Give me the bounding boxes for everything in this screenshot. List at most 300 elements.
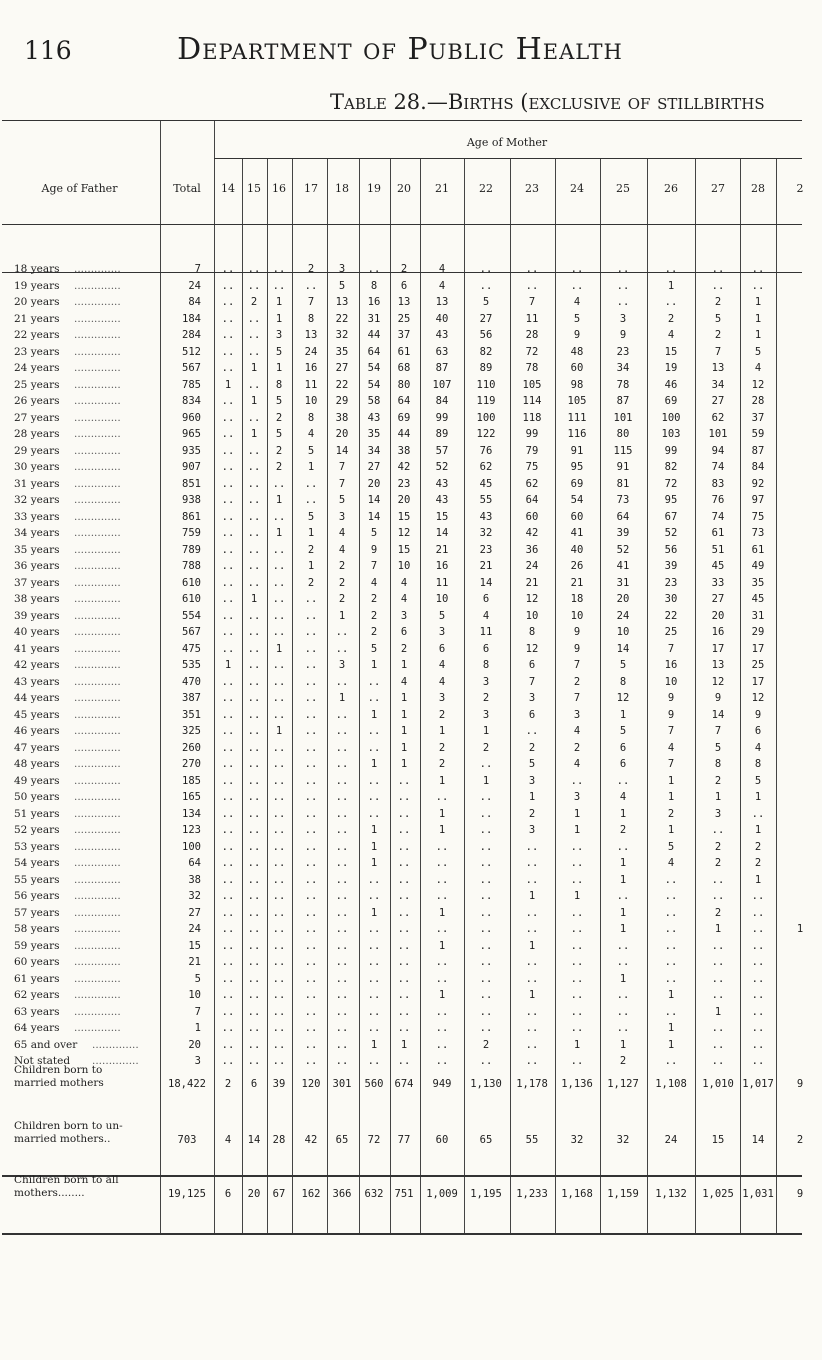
row-total: 960 bbox=[182, 411, 201, 424]
table-cell: 41 bbox=[616, 560, 630, 572]
table-cell: 2 bbox=[528, 807, 536, 820]
table-cell: .. bbox=[272, 791, 286, 803]
summary-cell: 632 bbox=[364, 1188, 384, 1200]
leader-dots: .............. bbox=[74, 576, 121, 589]
table-cell: .. bbox=[435, 1022, 449, 1034]
summary-cell: 1,136 bbox=[561, 1078, 593, 1090]
table-cell: 6 bbox=[400, 279, 408, 292]
table-cell: 49 bbox=[751, 560, 765, 572]
table-cell: 31 bbox=[367, 312, 381, 325]
summary-cell: 1,132 bbox=[655, 1188, 687, 1200]
table-cell: .. bbox=[525, 263, 539, 275]
table-cell: 1 bbox=[528, 890, 536, 902]
summary-cell: 1,233 bbox=[516, 1188, 548, 1200]
table-cell: 3 bbox=[338, 510, 346, 523]
table-cell: .. bbox=[272, 890, 286, 902]
table-cell: 24 bbox=[525, 560, 539, 572]
table-cell: .. bbox=[304, 923, 318, 935]
table-cell: .. bbox=[304, 279, 318, 292]
mother-age-header: 27 bbox=[711, 182, 725, 195]
table-cell: .. bbox=[570, 774, 584, 787]
column-rule bbox=[647, 158, 648, 1235]
table-cell: .. bbox=[272, 543, 286, 556]
row-total: 134 bbox=[182, 807, 201, 820]
row-total: 10 bbox=[188, 989, 201, 1001]
table-cell: .. bbox=[751, 989, 765, 1001]
table-cell: 64 bbox=[525, 494, 539, 506]
table-cell: 1 bbox=[528, 791, 536, 803]
table-cell: 32 bbox=[335, 329, 349, 341]
summary-cell: 751 bbox=[394, 1188, 414, 1200]
leader-dots: .............. bbox=[74, 824, 121, 836]
row-total: 907 bbox=[182, 461, 201, 473]
table-cell: 95 bbox=[664, 494, 678, 506]
table-cell: 24 bbox=[616, 609, 630, 622]
table-cell: 3 bbox=[438, 692, 446, 704]
table-cell: .. bbox=[435, 890, 449, 902]
table-cell: 4 bbox=[338, 527, 346, 539]
table-cell: .. bbox=[435, 873, 449, 886]
table-cell: 21 bbox=[479, 560, 493, 572]
table-cell: 15 bbox=[397, 543, 411, 556]
summary-cell: 120 bbox=[301, 1078, 321, 1090]
table-cell: 76 bbox=[479, 444, 493, 457]
row-label: 33 years bbox=[14, 510, 60, 523]
row-total: 20 bbox=[188, 1038, 201, 1051]
table-cell: 4 bbox=[619, 791, 627, 803]
table-cell: 15 bbox=[397, 510, 411, 523]
table-cell: 3 bbox=[338, 659, 346, 671]
table-cell: 34 bbox=[367, 444, 381, 457]
table-cell: .. bbox=[247, 279, 261, 292]
table-cell: 4 bbox=[400, 576, 408, 589]
table-cell: 9 bbox=[754, 708, 762, 721]
table-cell: .. bbox=[247, 1038, 261, 1051]
table-cell: 5 bbox=[714, 312, 722, 325]
table-cell: .. bbox=[367, 890, 381, 902]
table-cell: 2 bbox=[667, 312, 675, 325]
table-cell: 13 bbox=[435, 296, 449, 308]
table-cell: .. bbox=[247, 659, 261, 671]
leader-dots: .............. bbox=[74, 939, 121, 952]
leader-dots: .............. bbox=[74, 890, 121, 902]
table-cell: .. bbox=[435, 857, 449, 869]
table-cell: 107 bbox=[432, 378, 452, 391]
table-cell: 1 bbox=[370, 758, 378, 770]
leader-dots: .............. bbox=[74, 543, 121, 556]
table-cell: .. bbox=[751, 1022, 765, 1034]
table-cell: .. bbox=[479, 279, 493, 292]
table-cell: 81 bbox=[616, 477, 630, 490]
row-label: 53 years bbox=[14, 840, 60, 853]
table-cell: 91 bbox=[616, 461, 630, 473]
table-cell: .. bbox=[711, 939, 725, 952]
table-cell: 24 bbox=[304, 345, 318, 358]
table-cell: .. bbox=[616, 890, 630, 902]
row-label: 57 years bbox=[14, 906, 60, 919]
table-cell: .. bbox=[247, 510, 261, 523]
table-cell: .. bbox=[435, 972, 449, 985]
table-cell: 14 bbox=[616, 642, 630, 655]
table-cell: .. bbox=[479, 972, 493, 985]
table-cell: 1 bbox=[619, 1038, 627, 1051]
table-cell: .. bbox=[304, 824, 318, 836]
table-cell: 12 bbox=[751, 692, 765, 704]
summary-cell: 1,195 bbox=[470, 1188, 502, 1200]
table-cell: .. bbox=[304, 725, 318, 737]
row-label: 42 years bbox=[14, 659, 60, 671]
row-total: 470 bbox=[182, 675, 201, 688]
table-cell: 1 bbox=[338, 692, 346, 704]
table-cell: 7 bbox=[667, 725, 675, 737]
table-cell: .. bbox=[272, 279, 286, 292]
summary-cell: 4 bbox=[224, 1134, 232, 1146]
mother-age-header: 15 bbox=[247, 182, 261, 195]
summary-cell: 14 bbox=[751, 1134, 765, 1146]
row-total: 185 bbox=[182, 774, 201, 787]
table-cell: .. bbox=[221, 263, 235, 275]
table-cell: 27 bbox=[335, 362, 349, 374]
table-cell: .. bbox=[570, 263, 584, 275]
table-cell: .. bbox=[304, 593, 318, 605]
table-cell: .. bbox=[367, 1005, 381, 1018]
table-cell: 43 bbox=[435, 494, 449, 506]
leader-dots: .............. bbox=[92, 1038, 139, 1051]
mother-age-header: 25 bbox=[616, 182, 630, 195]
leader-dots: .............. bbox=[74, 428, 121, 440]
table-cell: 84 bbox=[435, 395, 449, 407]
table-cell: 78 bbox=[616, 378, 630, 391]
table-cell: 2 bbox=[438, 741, 446, 754]
summary-total: 703 bbox=[177, 1134, 197, 1146]
table-cell: .. bbox=[247, 807, 261, 820]
table-cell: 99 bbox=[664, 444, 678, 457]
table-cell: 74 bbox=[711, 510, 725, 523]
table-cell: .. bbox=[272, 1038, 286, 1051]
table-cell: 62 bbox=[479, 461, 493, 473]
table-cell: .. bbox=[304, 939, 318, 952]
row-total: 24 bbox=[188, 279, 201, 292]
table-cell: 1 bbox=[275, 362, 283, 374]
table-cell: 8 bbox=[528, 626, 536, 638]
table-cell: .. bbox=[247, 263, 261, 275]
table-cell: 27 bbox=[711, 395, 725, 407]
row-total: 270 bbox=[182, 758, 201, 770]
table-cell: 10 bbox=[616, 626, 630, 638]
table-cell: 12 bbox=[525, 642, 539, 655]
table-cell: .. bbox=[751, 956, 765, 968]
table-cell: .. bbox=[272, 1055, 286, 1067]
table-cell: .. bbox=[272, 873, 286, 886]
table-cell: .. bbox=[570, 840, 584, 853]
table-cell: 61 bbox=[397, 345, 411, 358]
table-cell: 4 bbox=[573, 758, 581, 770]
column-rule bbox=[600, 158, 601, 1235]
table-cell: .. bbox=[525, 857, 539, 869]
leader-dots: .............. bbox=[74, 692, 121, 704]
column-rule bbox=[695, 158, 696, 1235]
summary-cell: 9 bbox=[796, 1078, 804, 1090]
table-cell: 5 bbox=[275, 345, 283, 358]
row-total: 387 bbox=[182, 692, 201, 704]
table-cell: 1 bbox=[619, 906, 627, 919]
table-cell: 105 bbox=[522, 378, 542, 391]
table-cell: 16 bbox=[304, 362, 318, 374]
table-cell: .. bbox=[221, 807, 235, 820]
table-cell: 3 bbox=[573, 708, 581, 721]
table-cell: 2 bbox=[528, 741, 536, 754]
leader-dots: .............. bbox=[74, 725, 121, 737]
leader-dots: .............. bbox=[74, 263, 121, 275]
table-cell: 23 bbox=[479, 543, 493, 556]
row-total: 100 bbox=[182, 840, 201, 853]
table-cell: 28 bbox=[525, 329, 539, 341]
table-cell: 2 bbox=[482, 1038, 490, 1051]
table-cell: .. bbox=[397, 873, 411, 886]
row-label: 65 and over bbox=[14, 1038, 78, 1051]
table-cell: .. bbox=[335, 642, 349, 655]
table-cell: 61 bbox=[711, 527, 725, 539]
row-total: 15 bbox=[188, 939, 201, 952]
row-total: 785 bbox=[182, 378, 201, 391]
row-total: 965 bbox=[182, 428, 201, 440]
table-cell: .. bbox=[479, 791, 493, 803]
table-cell: 110 bbox=[476, 378, 496, 391]
summary-cell: 1,010 bbox=[702, 1078, 734, 1090]
summary-cell: 55 bbox=[525, 1134, 539, 1146]
row-label: 31 years bbox=[14, 477, 60, 490]
table-cell: .. bbox=[751, 279, 765, 292]
table-cell: 5 bbox=[667, 840, 675, 853]
leader-dots: .............. bbox=[74, 510, 121, 523]
table-cell: .. bbox=[525, 840, 539, 853]
table-cell: .. bbox=[397, 923, 411, 935]
table-cell: 1 bbox=[667, 1022, 675, 1034]
table-cell: .. bbox=[304, 906, 318, 919]
table-cell: 39 bbox=[616, 527, 630, 539]
table-cell: 3 bbox=[338, 263, 346, 275]
row-label: 61 years bbox=[14, 972, 60, 985]
leader-dots: .............. bbox=[74, 989, 121, 1001]
table-cell: 7 bbox=[573, 692, 581, 704]
table-cell: .. bbox=[272, 609, 286, 622]
table-cell: 69 bbox=[664, 395, 678, 407]
table-cell: 8 bbox=[307, 312, 315, 325]
table-cell: 82 bbox=[479, 345, 493, 358]
table-cell: 14 bbox=[367, 510, 381, 523]
table-cell: .. bbox=[247, 312, 261, 325]
table-cell: 89 bbox=[479, 362, 493, 374]
table-cell: 18 bbox=[570, 593, 584, 605]
table-cell: 2 bbox=[307, 543, 315, 556]
table-cell: .. bbox=[435, 956, 449, 968]
table-cell: 8 bbox=[307, 411, 315, 424]
table-cell: .. bbox=[525, 972, 539, 985]
row-label: 60 years bbox=[14, 956, 60, 968]
leader-dots: .............. bbox=[74, 956, 121, 968]
table-cell: 48 bbox=[570, 345, 584, 358]
table-cell: 10 bbox=[304, 395, 318, 407]
row-label: 38 years bbox=[14, 593, 60, 605]
table-cell: .. bbox=[367, 1022, 381, 1034]
table-cell: 8 bbox=[482, 659, 490, 671]
table-cell: 83 bbox=[711, 477, 725, 490]
summary-cell: 24 bbox=[664, 1134, 678, 1146]
summary-cell: 1,017 bbox=[742, 1078, 774, 1090]
table-cell: 1 bbox=[438, 989, 446, 1001]
table-cell: .. bbox=[367, 873, 381, 886]
row-total: 24 bbox=[188, 923, 201, 935]
table-cell: 1 bbox=[754, 312, 762, 325]
table-cell: 1 bbox=[250, 428, 258, 440]
table-cell: .. bbox=[247, 626, 261, 638]
table-cell: 1 bbox=[573, 807, 581, 820]
leader-dots: .............. bbox=[74, 329, 121, 341]
table-cell: .. bbox=[304, 692, 318, 704]
table-cell: .. bbox=[570, 1022, 584, 1034]
table-cell: 4 bbox=[667, 329, 675, 341]
table-cell: .. bbox=[751, 807, 765, 820]
summary-cell: 1,031 bbox=[742, 1188, 774, 1200]
table-cell: 1 bbox=[370, 1038, 378, 1051]
table-cell: 2 bbox=[482, 692, 490, 704]
table-cell: 40 bbox=[570, 543, 584, 556]
table-cell: .. bbox=[221, 510, 235, 523]
table-cell: 1 bbox=[224, 378, 232, 391]
table-cell: .. bbox=[335, 791, 349, 803]
table-cell: .. bbox=[304, 774, 318, 787]
table-cell: .. bbox=[335, 626, 349, 638]
table-cell: .. bbox=[221, 411, 235, 424]
table-cell: 99 bbox=[435, 411, 449, 424]
table-cell: 17 bbox=[751, 642, 765, 655]
table-cell: 60 bbox=[570, 362, 584, 374]
page-number: 116 bbox=[24, 36, 72, 65]
table-cell: 10 bbox=[397, 560, 411, 572]
table-cell: .. bbox=[272, 840, 286, 853]
table-cell: .. bbox=[711, 1038, 725, 1051]
table-cell: 1 bbox=[438, 725, 446, 737]
summary-cell: 674 bbox=[394, 1078, 414, 1090]
table-cell: .. bbox=[435, 1038, 449, 1051]
table-cell: .. bbox=[711, 890, 725, 902]
table-cell: 15 bbox=[664, 345, 678, 358]
table-cell: 16 bbox=[711, 626, 725, 638]
table-cell: 7 bbox=[714, 345, 722, 358]
row-label: 39 years bbox=[14, 609, 60, 622]
table-cell: 13 bbox=[304, 329, 318, 341]
summary-cell: 32 bbox=[616, 1134, 630, 1146]
table-cell: 87 bbox=[435, 362, 449, 374]
row-label: 45 years bbox=[14, 708, 60, 721]
table-cell: .. bbox=[664, 890, 678, 902]
table-cell: .. bbox=[479, 824, 493, 836]
table-cell: 13 bbox=[397, 296, 411, 308]
table-cell: .. bbox=[397, 840, 411, 853]
table-cell: .. bbox=[221, 1055, 235, 1067]
table-cell: 25 bbox=[751, 659, 765, 671]
row-label: 37 years bbox=[14, 576, 60, 589]
table-cell: 1 bbox=[370, 906, 378, 919]
table-cell: .. bbox=[367, 692, 381, 704]
row-total: 851 bbox=[182, 477, 201, 490]
table-cell: 64 bbox=[397, 395, 411, 407]
summary-cell: 72 bbox=[367, 1134, 381, 1146]
summary-cell: 15 bbox=[711, 1134, 725, 1146]
table-cell: 2 bbox=[438, 708, 446, 721]
row-total: 21 bbox=[188, 956, 201, 968]
table-cell: 6 bbox=[482, 642, 490, 655]
table-cell: .. bbox=[335, 824, 349, 836]
table-cell: 1 bbox=[619, 857, 627, 869]
table-cell: 20 bbox=[616, 593, 630, 605]
row-total: 935 bbox=[182, 444, 201, 457]
row-label: 51 years bbox=[14, 807, 60, 820]
table-cell: .. bbox=[304, 494, 318, 506]
mother-age-header: 21 bbox=[435, 182, 449, 195]
table-cell: .. bbox=[272, 923, 286, 935]
table-cell: .. bbox=[272, 1005, 286, 1018]
summary-cell: 39 bbox=[272, 1078, 286, 1090]
table-cell: .. bbox=[525, 279, 539, 292]
summary-cell: 2 bbox=[796, 1134, 804, 1146]
mother-age-header: 23 bbox=[525, 182, 539, 195]
table-cell: 1 bbox=[438, 906, 446, 919]
table-cell: .. bbox=[247, 1055, 261, 1067]
table-cell: 5 bbox=[754, 774, 762, 787]
table-cell: 1 bbox=[619, 807, 627, 820]
table-cell: 61 bbox=[751, 543, 765, 556]
table-cell: 1 bbox=[307, 560, 315, 572]
leader-dots: .............. bbox=[74, 1005, 121, 1018]
table-cell: 2 bbox=[573, 675, 581, 688]
table-cell: 118 bbox=[522, 411, 542, 424]
row-label: 47 years bbox=[14, 741, 60, 754]
table-cell: 10 bbox=[570, 609, 584, 622]
table-cell: .. bbox=[711, 1022, 725, 1034]
table-cell: 7 bbox=[714, 725, 722, 737]
summary-label: Children born to un-married mothers.. bbox=[14, 1120, 123, 1145]
table-cell: 4 bbox=[754, 362, 762, 374]
table-cell: .. bbox=[221, 956, 235, 968]
table-cell: .. bbox=[397, 956, 411, 968]
table-cell: .. bbox=[247, 741, 261, 754]
table-cell: .. bbox=[435, 1005, 449, 1018]
table-cell: 10 bbox=[664, 675, 678, 688]
table-cell: .. bbox=[616, 1022, 630, 1034]
table-cell: .. bbox=[397, 972, 411, 985]
table-cell: .. bbox=[247, 461, 261, 473]
table-cell: .. bbox=[272, 708, 286, 721]
table-cell: 1 bbox=[400, 692, 408, 704]
table-cell: .. bbox=[616, 989, 630, 1001]
table-cell: .. bbox=[304, 659, 318, 671]
row-label: 26 years bbox=[14, 395, 60, 407]
table-cell: 2 bbox=[573, 741, 581, 754]
table-cell: .. bbox=[272, 906, 286, 919]
table-cell: 4 bbox=[438, 659, 446, 671]
table-cell: .. bbox=[616, 1005, 630, 1018]
table-cell: .. bbox=[247, 972, 261, 985]
table-cell: .. bbox=[272, 626, 286, 638]
table-cell: 14 bbox=[335, 444, 349, 457]
table-cell: 1 bbox=[482, 774, 490, 787]
table-cell: .. bbox=[479, 956, 493, 968]
summary-cell: 42 bbox=[304, 1134, 318, 1146]
table-cell: 4 bbox=[438, 279, 446, 292]
summary-cell: 162 bbox=[301, 1188, 321, 1200]
table-cell: 60 bbox=[525, 510, 539, 523]
